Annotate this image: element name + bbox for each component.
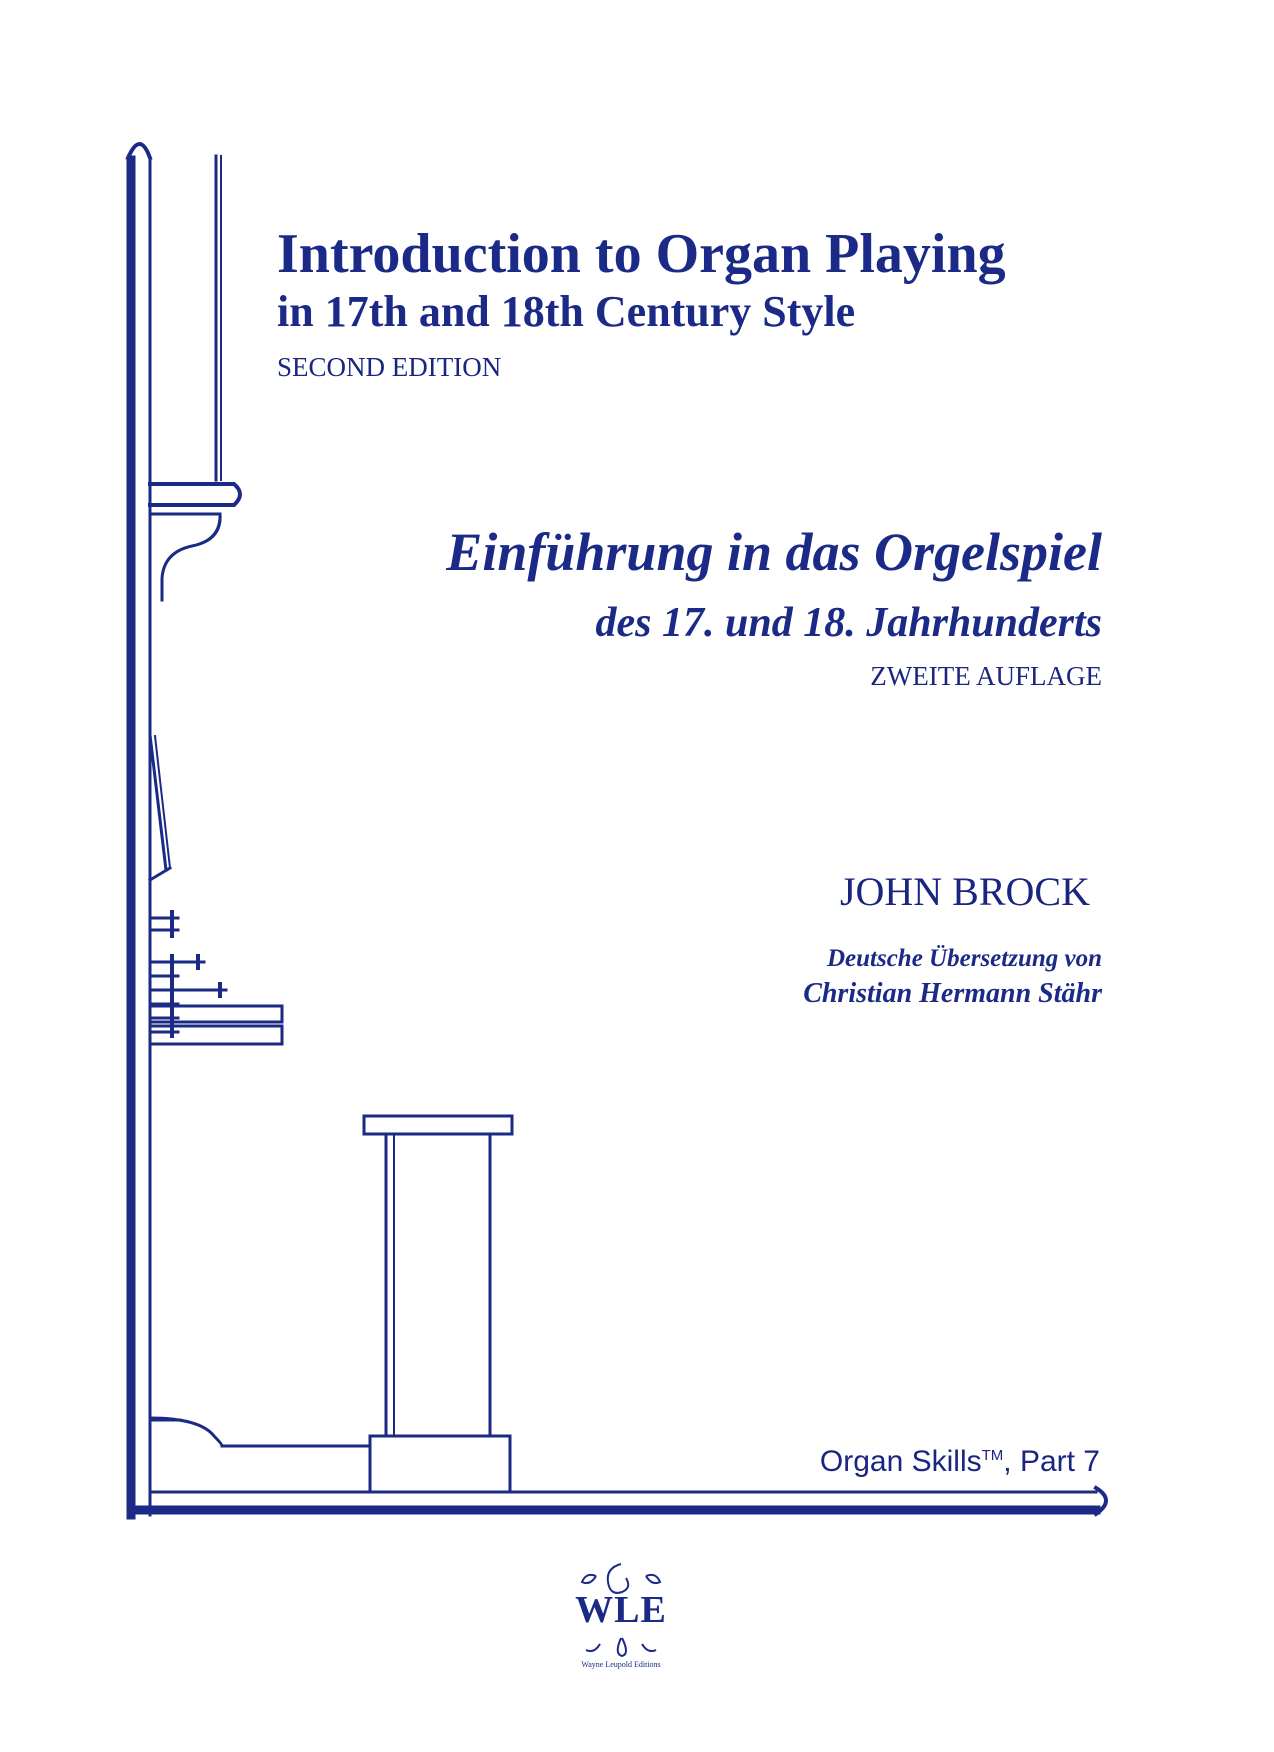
pedal-step <box>150 1418 370 1446</box>
publisher-logo <box>556 1558 686 1672</box>
author-name: JOHN BROCK <box>839 869 1090 914</box>
edition-english: SECOND EDITION <box>277 352 502 382</box>
keyboard-upper <box>150 1006 282 1022</box>
publisher-name: Wayne Leupold Editions <box>581 1660 661 1669</box>
bench-top <box>364 1116 512 1134</box>
title-english-line-1: Introduction to Organ Playing <box>277 223 1006 285</box>
translator-name: Christian Hermann Stähr <box>803 978 1102 1009</box>
impost-ledge <box>150 484 240 505</box>
logo-letters: WLE <box>575 1589 667 1631</box>
trademark-mark: TM <box>981 1447 1004 1464</box>
bench-base <box>370 1436 510 1492</box>
title-german-line-1: Einführung in das Orgelspiel <box>446 522 1102 582</box>
impost-bracket <box>162 514 220 600</box>
title-german-line-2: des 17. und 18. Jahrhunderts <box>595 600 1102 646</box>
stop-knobs <box>150 918 226 1032</box>
edition-german: ZWEITE AUFLAGE <box>870 661 1102 691</box>
series-part: , Part 7 <box>1003 1445 1100 1478</box>
series-name: Organ Skills <box>819 1445 982 1478</box>
keyboard-lower <box>150 1026 282 1044</box>
title-english-line-2: in 17th and 18th Century Style <box>277 287 856 336</box>
series-label <box>820 1445 1100 1479</box>
bench-legs <box>386 1134 490 1436</box>
translation-credit-line: Deutsche Übersetzung von <box>826 945 1102 972</box>
